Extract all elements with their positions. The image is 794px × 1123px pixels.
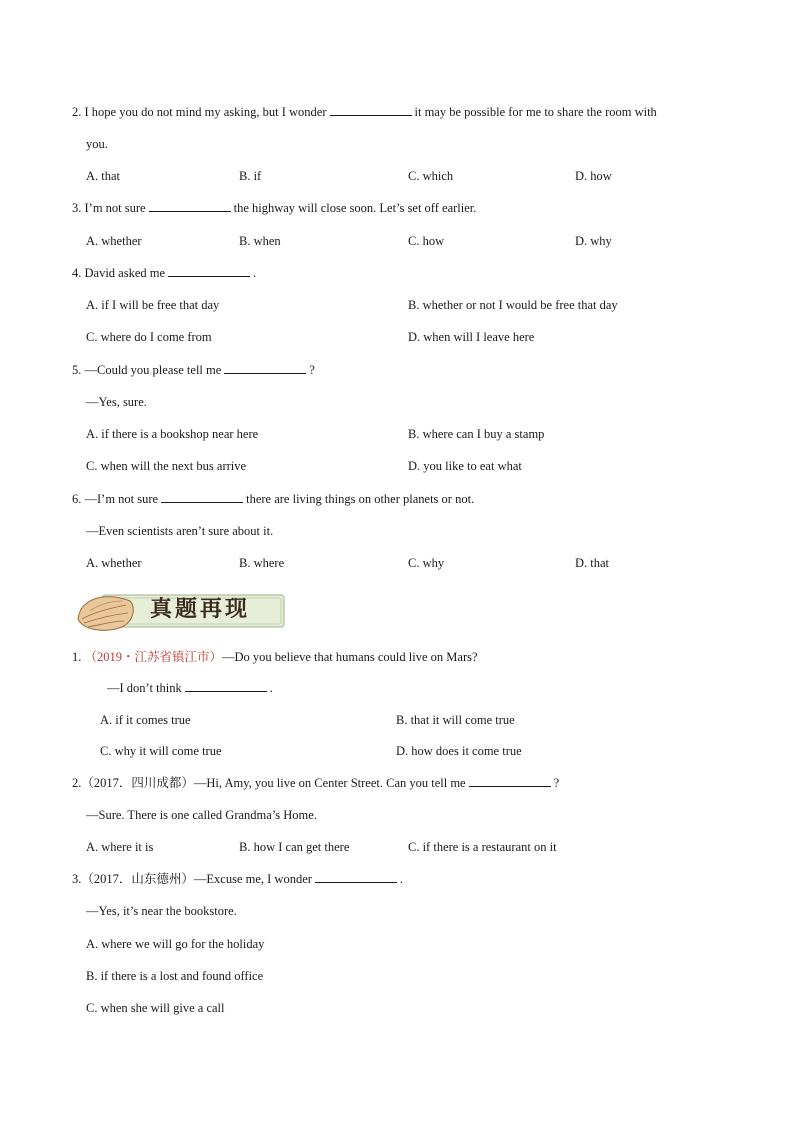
option-a: A. where it is [86, 840, 154, 854]
question-2 [72, 104, 657, 120]
option-b: B. where [239, 556, 285, 570]
option-d: D. when will I leave here [408, 330, 535, 344]
option-d: D. why [575, 234, 612, 248]
question-text: there are living things on other planets or not. [246, 492, 475, 506]
question-text: ? [309, 363, 315, 377]
option-c: C. how [408, 234, 445, 248]
real-question-2 [72, 775, 559, 791]
question-text: I’m not sure [84, 201, 146, 215]
question-source: （2017．四川成都） [81, 776, 194, 790]
option-c: C. why [408, 556, 445, 570]
question-source: （2019・江苏省镇江市） [84, 650, 223, 664]
question-6 [72, 491, 474, 507]
section-banner [74, 585, 288, 637]
answer-blank [161, 491, 243, 503]
question-number: 2. [72, 776, 82, 790]
option-b: B. that it will come true [396, 713, 515, 727]
shell-icon [78, 597, 133, 631]
question-continuation: you. [86, 137, 108, 151]
question-number: 1. [72, 650, 82, 664]
option-d: D. how does it come true [396, 744, 522, 758]
question-text: ? [553, 776, 560, 790]
option-d: D. that [575, 556, 610, 570]
option-a: A. if I will be free that day [86, 298, 220, 312]
option-d: D. how [575, 169, 612, 183]
answer-blank [168, 265, 250, 277]
question-text: I hope you do not mind my asking, but I wonder [84, 105, 327, 119]
question-number: 4. [72, 266, 82, 280]
option-c: C. which [408, 169, 454, 183]
answer-blank [330, 104, 412, 116]
question-number: 2. [72, 105, 82, 119]
option-b: B. if [239, 169, 262, 183]
option-a: A. that [86, 169, 121, 183]
reply-text: . [269, 681, 273, 695]
question-number: 3. [72, 201, 82, 215]
question-source: （2017．山东德州） [81, 872, 194, 886]
option-a: A. if it comes true [100, 713, 191, 727]
real-question-3 [72, 871, 403, 887]
option-c: C. when will the next bus arrive [86, 459, 247, 473]
answer-blank [149, 200, 231, 212]
answer-blank [185, 680, 267, 692]
question-text: —I’m not sure [84, 492, 159, 506]
option-b: B. when [239, 234, 281, 248]
option-c: C. if there is a restaurant on it [408, 840, 557, 854]
question-5 [72, 362, 315, 378]
reply-text: —I don’t think [107, 681, 182, 695]
real-question-1 [72, 649, 478, 665]
question-3 [72, 200, 476, 216]
answer-blank [315, 871, 397, 883]
option-b: B. if there is a lost and found office [86, 969, 264, 983]
question-text: . [399, 872, 404, 886]
option-c: C. where do I come from [86, 330, 212, 344]
question-text: . [253, 266, 257, 280]
question-4 [72, 265, 256, 281]
option-a: A. whether [86, 556, 142, 570]
section-title: 真题再现 [150, 597, 251, 622]
option-b: B. where can I buy a stamp [408, 427, 545, 441]
question-text: —Excuse me, I wonder [193, 872, 312, 886]
question-number: 6. [72, 492, 82, 506]
dialogue-reply: —Yes, sure. [86, 395, 147, 409]
option-a: A. where we will go for the holiday [86, 937, 265, 951]
question-text: it may be possible for me to share the room with [414, 105, 657, 119]
question-text: —Hi, Amy, you live on Center Street. Can you tell me [193, 776, 466, 790]
answer-blank [224, 362, 306, 374]
option-c: C. when she will give a call [86, 1001, 225, 1015]
option-c: C. why it will come true [100, 744, 222, 758]
dialogue-reply [107, 680, 273, 696]
question-number: 5. [72, 363, 82, 377]
question-text: —Do you believe that humans could live on Mars? [222, 650, 478, 664]
dialogue-reply: —Sure. There is one called Grandma’s Home. [86, 808, 317, 822]
option-b: B. how I can get there [239, 840, 350, 854]
option-d: D. you like to eat what [408, 459, 522, 473]
dialogue-reply: —Even scientists aren’t sure about it. [86, 524, 274, 538]
option-b: B. whether or not I would be free that day [408, 298, 618, 312]
question-text: the highway will close soon. Let’s set off earlier. [233, 201, 477, 215]
question-number: 3. [72, 872, 82, 886]
dialogue-reply: —Yes, it’s near the bookstore. [86, 904, 237, 918]
option-a: A. if there is a bookshop near here [86, 427, 259, 441]
question-text: David asked me [84, 266, 166, 280]
question-text: —Could you please tell me [84, 363, 222, 377]
option-a: A. whether [86, 234, 142, 248]
answer-blank [469, 775, 551, 787]
